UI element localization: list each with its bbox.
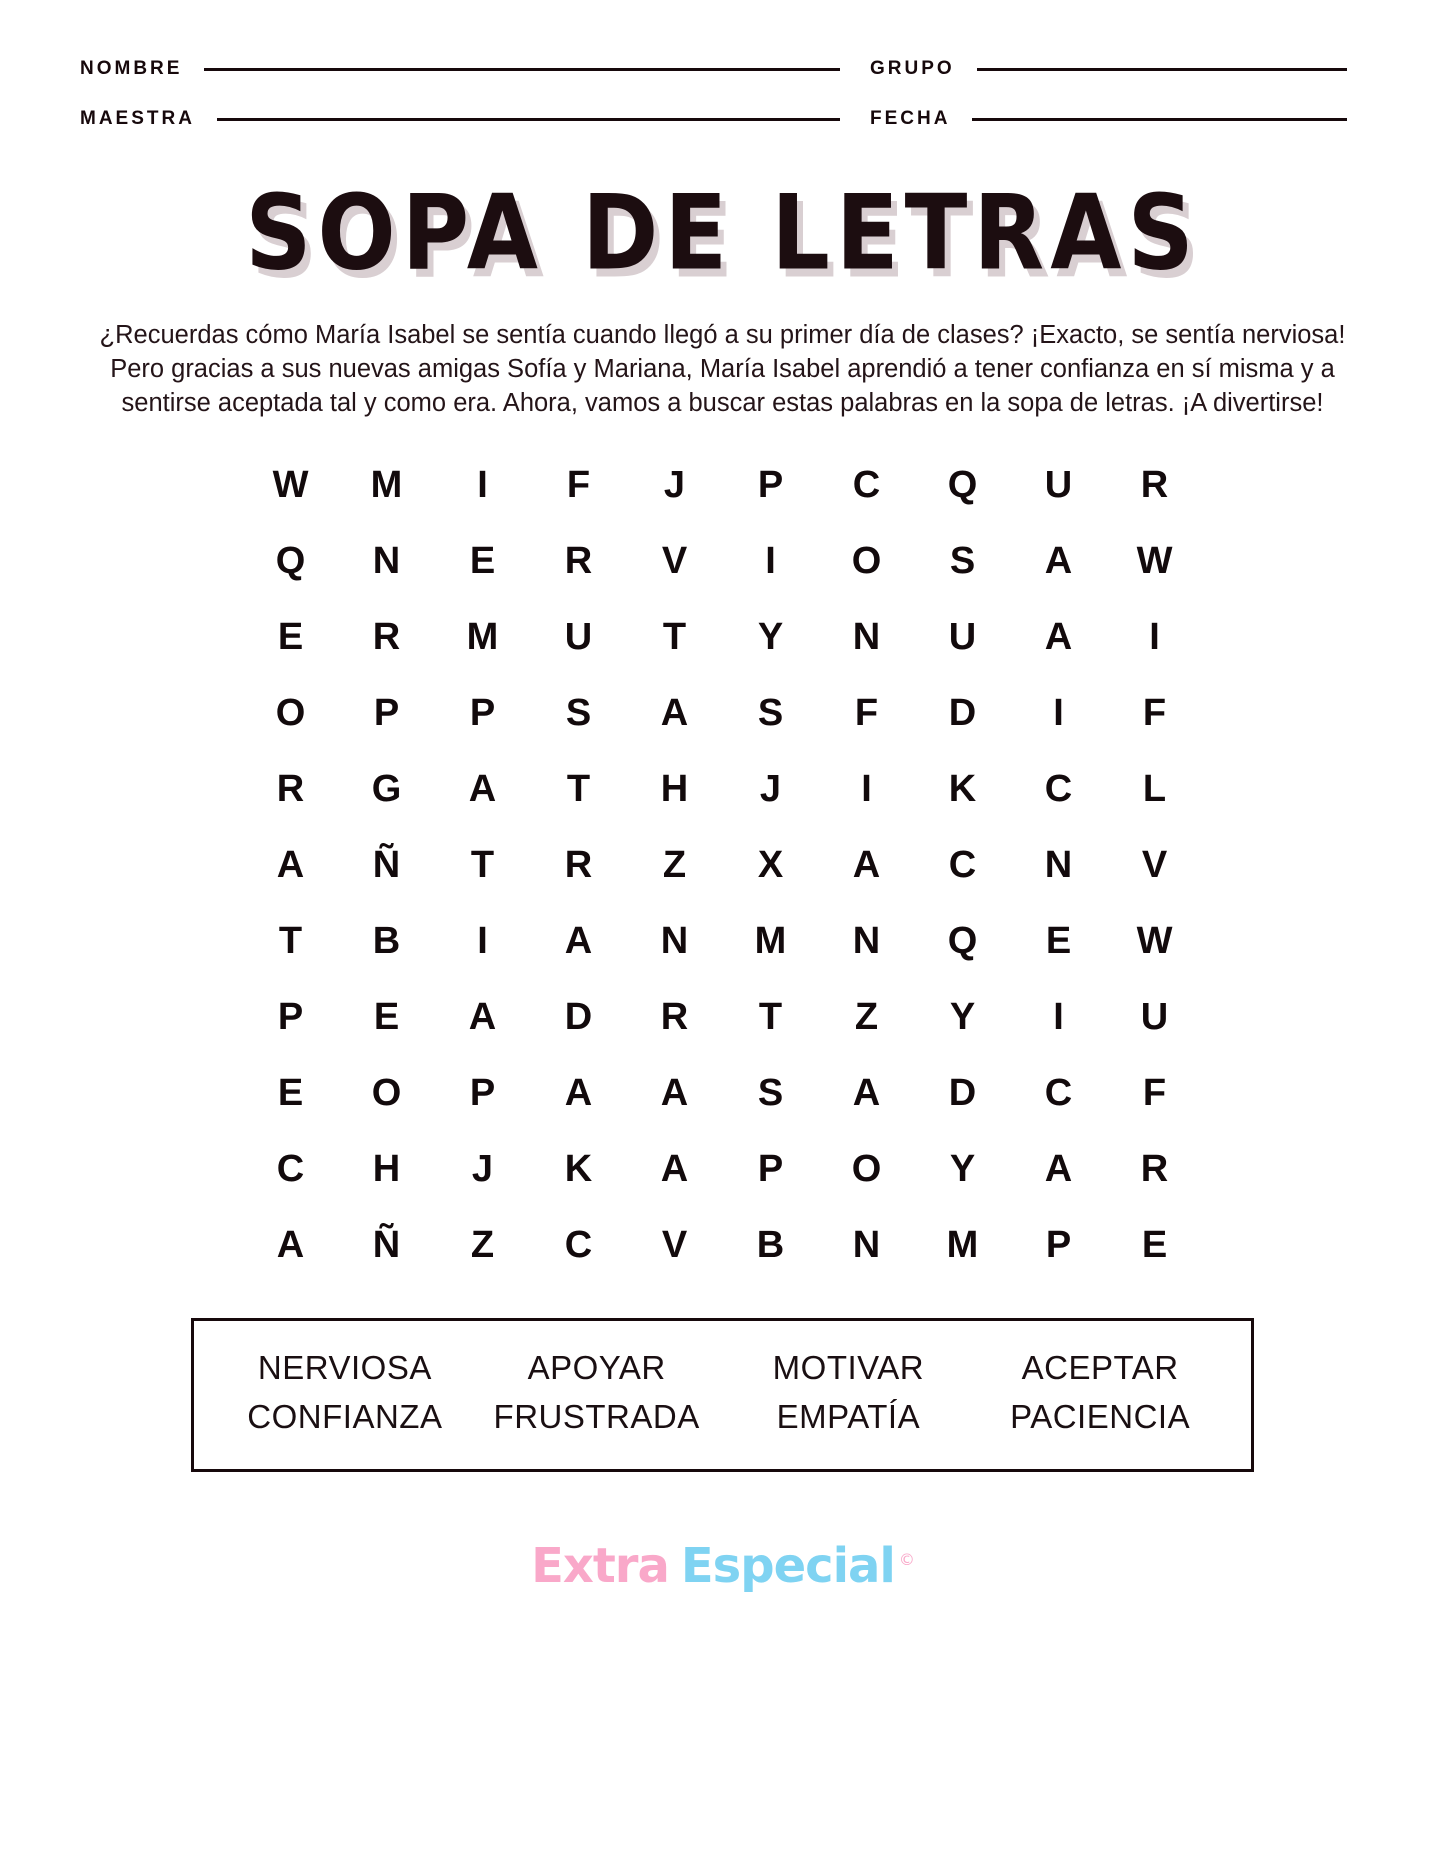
grid-cell[interactable]: T [566, 768, 591, 811]
grid-cell[interactable]: O [275, 692, 306, 735]
grid-cell[interactable]: G [371, 768, 402, 811]
grid-cell[interactable]: D [564, 996, 593, 1039]
grid-cell[interactable]: Q [947, 464, 978, 507]
word-bank-item: MOTIVAR [772, 1349, 925, 1387]
grid-cell[interactable]: I [765, 540, 776, 583]
grid-cell[interactable]: E [1045, 920, 1072, 963]
grid-cell[interactable]: A [660, 1072, 689, 1115]
grid-cell[interactable]: A [1044, 540, 1073, 583]
field-fecha-label: FECHA [870, 108, 951, 129]
grid-cell[interactable]: A [564, 1072, 593, 1115]
word-bank-item: PACIENCIA [1010, 1398, 1191, 1436]
brand-logo-part1: Extra [531, 1538, 669, 1595]
grid-cell[interactable]: S [949, 540, 976, 583]
grid-cell[interactable]: V [661, 540, 688, 583]
grid-cell[interactable]: A [276, 1224, 305, 1267]
grid-cell[interactable]: C [948, 844, 977, 887]
title-wrap [80, 173, 1365, 294]
grid-cell[interactable]: U [1044, 464, 1073, 507]
grid-cell[interactable]: D [948, 1072, 977, 1115]
grid-cell[interactable]: Y [949, 996, 976, 1039]
grid-cell[interactable]: F [1142, 1072, 1167, 1115]
grid-cell[interactable]: C [564, 1224, 593, 1267]
grid-cell[interactable]: A [852, 1072, 881, 1115]
grid-cell[interactable]: R [564, 844, 593, 887]
grid-cell[interactable]: R [564, 540, 593, 583]
word-bank-item: FRUSTRADA [493, 1398, 700, 1436]
grid-cell[interactable]: Q [947, 920, 978, 963]
brand-logo [531, 1538, 914, 1594]
grid-cell[interactable]: C [1044, 768, 1073, 811]
grid-cell[interactable]: I [1149, 616, 1160, 659]
field-grupo-line[interactable] [977, 68, 1347, 71]
grid-cell[interactable]: P [757, 1148, 784, 1191]
grid-cell[interactable]: Z [854, 996, 879, 1039]
grid-cell[interactable]: X [757, 844, 784, 887]
grid-cell[interactable]: S [757, 1072, 784, 1115]
grid-cell[interactable]: H [660, 768, 689, 811]
grid-cell[interactable]: W [1136, 920, 1173, 963]
word-bank-item: CONFIANZA [247, 1398, 443, 1436]
word-bank-item: ACEPTAR [1021, 1349, 1179, 1387]
grid-cell[interactable]: P [757, 464, 784, 507]
word-bank [191, 1318, 1254, 1472]
grid-cell[interactable]: B [756, 1224, 785, 1267]
grid-cell[interactable]: A [1044, 616, 1073, 659]
grid-cell[interactable]: D [948, 692, 977, 735]
grid-cell[interactable]: U [948, 616, 977, 659]
field-maestra-label: MAESTRA [80, 108, 195, 129]
grid-cell[interactable]: A [660, 692, 689, 735]
grid-cell[interactable]: A [276, 844, 305, 887]
grid-cell[interactable]: P [277, 996, 304, 1039]
field-nombre[interactable] [80, 58, 870, 80]
grid-cell[interactable]: E [277, 616, 304, 659]
grid-cell[interactable]: N [852, 616, 881, 659]
grid-cell[interactable]: Ñ [372, 844, 401, 887]
grid-cell[interactable]: M [370, 464, 403, 507]
grid-cell[interactable]: A [468, 996, 497, 1039]
header-fields [80, 58, 1365, 130]
grid-cell[interactable]: B [372, 920, 401, 963]
grid-cell[interactable]: M [946, 1224, 979, 1267]
grid-cell[interactable]: R [1140, 464, 1169, 507]
grid-cell[interactable]: C [852, 464, 881, 507]
grid-cell[interactable]: N [852, 1224, 881, 1267]
page-title: SOPA DE LETRAS [245, 173, 1200, 294]
word-bank-item: NERVIOSA [257, 1349, 432, 1387]
grid-cell[interactable]: F [1142, 692, 1167, 735]
grid-cell[interactable]: T [278, 920, 303, 963]
grid-cell[interactable]: R [660, 996, 689, 1039]
grid-cell[interactable]: I [1053, 996, 1064, 1039]
grid-cell[interactable]: I [477, 464, 488, 507]
word-bank-item: EMPATÍA [776, 1398, 921, 1436]
grid-cell[interactable]: O [851, 540, 882, 583]
grid-cell[interactable]: P [373, 692, 400, 735]
grid-cell[interactable]: N [852, 920, 881, 963]
grid-cell[interactable]: S [757, 692, 784, 735]
grid-cell[interactable]: R [372, 616, 401, 659]
grid-cell[interactable]: I [1053, 692, 1064, 735]
grid-cell[interactable]: C [276, 1148, 305, 1191]
grid-cell[interactable]: W [1136, 540, 1173, 583]
brand-logo-part2: Especial [680, 1538, 895, 1595]
grid-cell[interactable]: R [276, 768, 305, 811]
grid-cell[interactable]: K [948, 768, 977, 811]
grid-cell[interactable]: S [565, 692, 592, 735]
grid-cell[interactable]: H [372, 1148, 401, 1191]
grid-cell[interactable]: Ñ [372, 1224, 401, 1267]
grid-cell[interactable]: O [371, 1072, 402, 1115]
grid-cell[interactable]: K [564, 1148, 593, 1191]
grid-cell[interactable]: O [851, 1148, 882, 1191]
grid-cell[interactable]: V [1141, 844, 1168, 887]
grid-cell[interactable]: J [471, 1148, 494, 1191]
grid-cell[interactable]: T [758, 996, 783, 1039]
footer [80, 1538, 1365, 1594]
grid-cell[interactable]: A [852, 844, 881, 887]
grid-cell[interactable]: E [277, 1072, 304, 1115]
header-row-1 [80, 58, 1365, 80]
grid-cell[interactable]: E [469, 540, 496, 583]
grid-cell[interactable]: A [468, 768, 497, 811]
field-fecha[interactable] [870, 108, 1365, 130]
field-maestra[interactable] [80, 108, 870, 130]
grid-cell[interactable]: N [372, 540, 401, 583]
grid-cell[interactable]: F [566, 464, 591, 507]
brand-logo-registered: © [898, 1550, 914, 1570]
grid-cell[interactable]: N [1044, 844, 1073, 887]
grid-cell[interactable]: M [466, 616, 499, 659]
grid-cell[interactable]: U [564, 616, 593, 659]
field-maestra-line[interactable] [217, 118, 840, 121]
grid-cell[interactable]: T [662, 616, 687, 659]
grid-cell[interactable]: F [854, 692, 879, 735]
grid-cell[interactable]: T [470, 844, 495, 887]
grid-cell[interactable]: A [564, 920, 593, 963]
grid-cell[interactable]: P [1045, 1224, 1072, 1267]
grid-cell[interactable]: A [660, 1148, 689, 1191]
grid-cell[interactable]: P [469, 1072, 496, 1115]
field-nombre-line[interactable] [204, 68, 840, 71]
grid-cell[interactable]: U [1140, 996, 1169, 1039]
grid-cell[interactable]: Y [757, 616, 784, 659]
header-row-2 [80, 108, 1365, 130]
grid-cell[interactable]: Q [275, 540, 306, 583]
grid-cell[interactable]: V [661, 1224, 688, 1267]
grid-cell[interactable]: R [1140, 1148, 1169, 1191]
word-search-grid [243, 464, 1203, 1267]
field-grupo-label: GRUPO [870, 58, 955, 79]
intro-paragraph: ¿Recuerdas cómo María Isabel se sentía cuando llegó a su primer día de clases? ¡Exacto, se sentía nerviosa! Pero gracias a sus nuevas amigas Sofía y Mariana, María Isabel aprendió a tener confianza en sí misma y a sentirse aceptada tal y como era. Ahora, vamos a buscar estas palabras en la sopa de letras. ¡A divertirse! [99, 321, 1346, 418]
grid-cell[interactable]: M [754, 920, 787, 963]
grid-cell[interactable]: J [663, 464, 686, 507]
word-bank-item: APOYAR [527, 1349, 666, 1387]
grid-cell[interactable]: J [759, 768, 782, 811]
field-grupo[interactable] [870, 58, 1365, 80]
grid-cell[interactable]: Z [470, 1224, 495, 1267]
grid-cell[interactable]: E [373, 996, 400, 1039]
grid-cell[interactable]: E [1141, 1224, 1168, 1267]
grid-cell[interactable]: W [272, 464, 309, 507]
grid-cell[interactable]: Z [662, 844, 687, 887]
grid-cell[interactable]: I [477, 920, 488, 963]
grid-cell[interactable]: A [1044, 1148, 1073, 1191]
grid-cell[interactable]: L [1142, 768, 1167, 811]
grid-cell[interactable]: C [1044, 1072, 1073, 1115]
grid-cell[interactable]: N [660, 920, 689, 963]
field-nombre-label: NOMBRE [80, 58, 183, 79]
grid-cell[interactable]: Y [949, 1148, 976, 1191]
grid-cell[interactable]: P [469, 692, 496, 735]
field-fecha-line[interactable] [972, 118, 1347, 121]
grid-cell[interactable]: I [861, 768, 872, 811]
